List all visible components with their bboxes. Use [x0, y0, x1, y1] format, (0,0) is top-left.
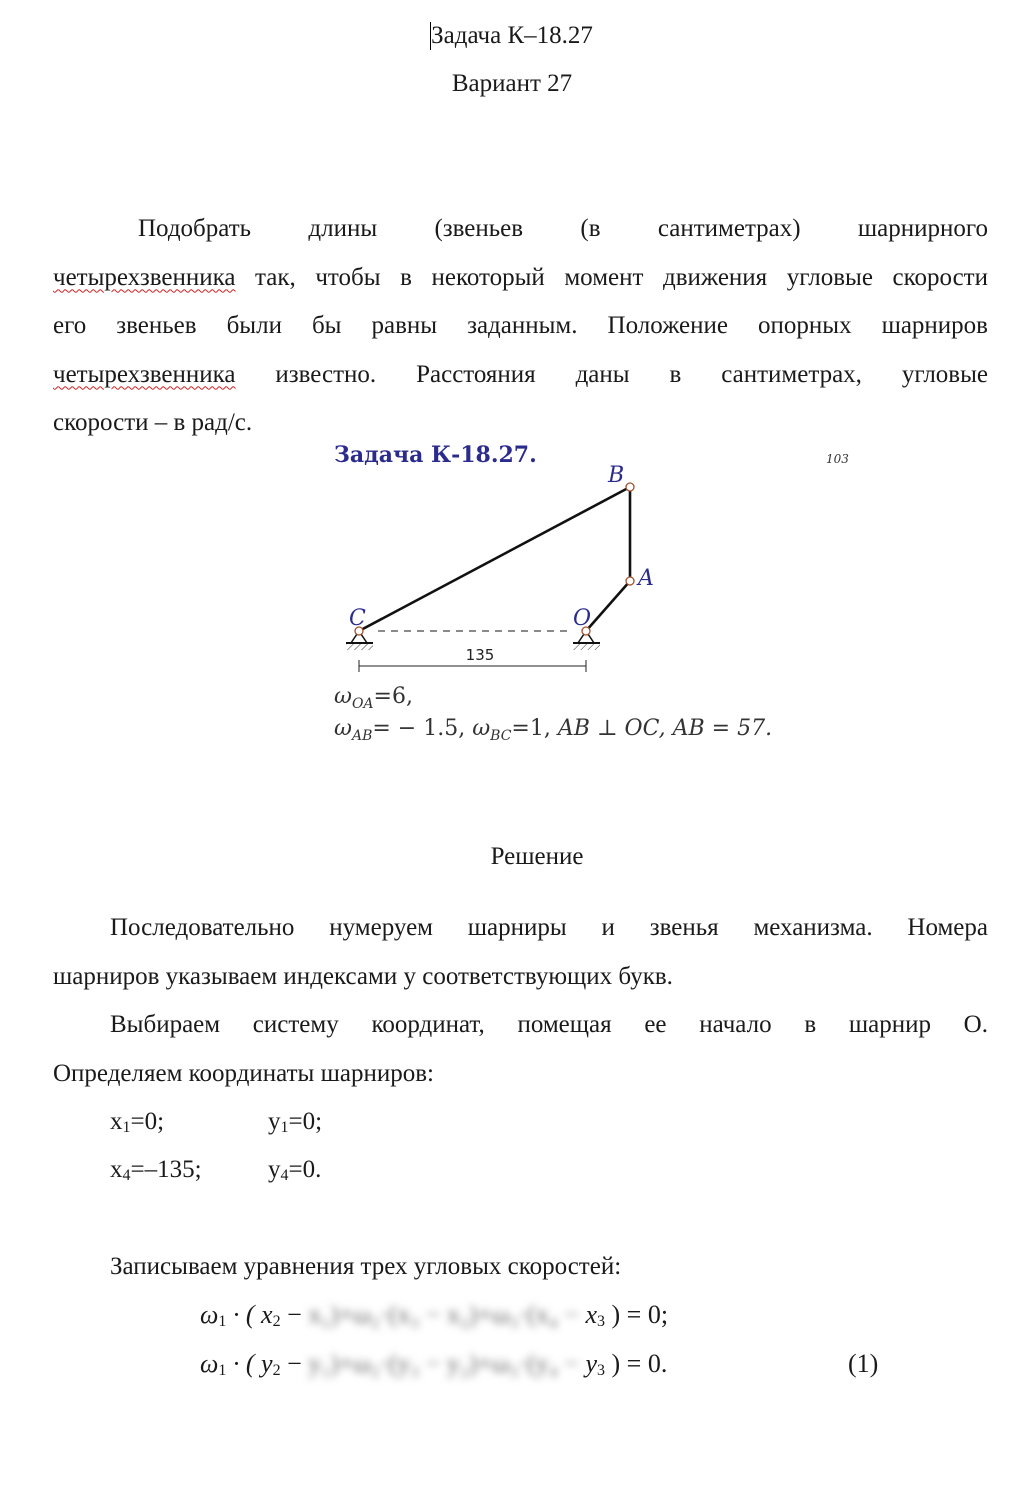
statement-line-2: четырехзвенника так, чтобы в некоторый момент движения угловые скорости: [53, 263, 988, 291]
statement-line-3: его звеньев были бы равны заданным. Положение опорных шарниров: [53, 312, 988, 339]
variant-label: Вариант 27: [451, 70, 573, 97]
statement-word: (звеньев: [434, 215, 524, 242]
figure-page-number: 103: [826, 452, 849, 466]
joint-a: [626, 577, 634, 585]
statement-word: сантиметрах): [657, 215, 801, 242]
solution-line: Последовательно нумеруем шарниры и звенья механизма. Номера: [110, 914, 988, 941]
equation-y: ω1 · ( y2 − y₁)+ω₂·(y₃ − y₂)+ω₃·(y₄ − y3 ) = 0.: [200, 1349, 668, 1379]
spellcheck-word[interactable]: четырехзвенника: [53, 263, 236, 291]
solution-heading: Решение: [490, 843, 584, 870]
coord-x4: x4=–135;: [110, 1156, 202, 1184]
mechanism-diagram: [0, 0, 1024, 700]
coord-y4: y4=0.: [268, 1156, 322, 1184]
spellcheck-word[interactable]: четырехзвенника: [53, 360, 236, 388]
label-o: O: [573, 606, 592, 631]
coord-x1: x1=0;: [110, 1108, 165, 1136]
figure-title: Задача К-18.27.: [334, 442, 537, 468]
coord-y1: y1=0;: [268, 1108, 323, 1136]
label-c: C: [349, 606, 366, 631]
label-a: A: [638, 566, 654, 591]
given-omega-oa: $\omega_{OA}=6$,: [334, 684, 413, 712]
statement-word: шарнирного: [857, 215, 989, 242]
solution-line: Выбираем систему координат, помещая ее начало в шарнир О.: [110, 1011, 988, 1038]
equations-intro: Записываем уравнения трех угловых скоростей:: [110, 1253, 622, 1280]
statement-word: (в: [580, 215, 601, 242]
statement-word: Подобрать: [138, 215, 252, 242]
given-conditions: $\omega_{AB}= - 1.5$, $\omega_{BC}=1$, AB ⊥ OC, AB = 57.: [334, 716, 773, 744]
solution-line: шарниров указываем индексами у соответствующих букв.: [53, 962, 673, 990]
link-oa: [586, 581, 630, 631]
statement-word: длины: [308, 215, 378, 242]
joint-b: [626, 483, 634, 491]
solution-line: Определяем координаты шарниров:: [53, 1059, 434, 1087]
solution-body: [53, 904, 988, 1098]
statement-line-5: скорости – в рад/с.: [53, 409, 253, 436]
blurred-term: x₁)+ω₂·(x₃ − x₂)+ω₃·(x₄ −: [308, 1300, 579, 1329]
problem-title: Задача К–18.27: [431, 22, 593, 49]
statement-line-4: четырехзвенника известно. Расстояния даны в сантиметрах, угловые: [53, 360, 988, 388]
blurred-term: y₁)+ω₂·(y₃ − y₂)+ω₃·(y₄ −: [308, 1349, 579, 1378]
equation-x: ω1 · ( x2 − x₁)+ω₂·(x₃ − x₂)+ω₃·(x₄ − x3 ) = 0;: [200, 1300, 669, 1330]
label-b: B: [608, 463, 625, 488]
dimension-value: 135: [465, 646, 495, 664]
equation-number: (1): [848, 1349, 879, 1378]
